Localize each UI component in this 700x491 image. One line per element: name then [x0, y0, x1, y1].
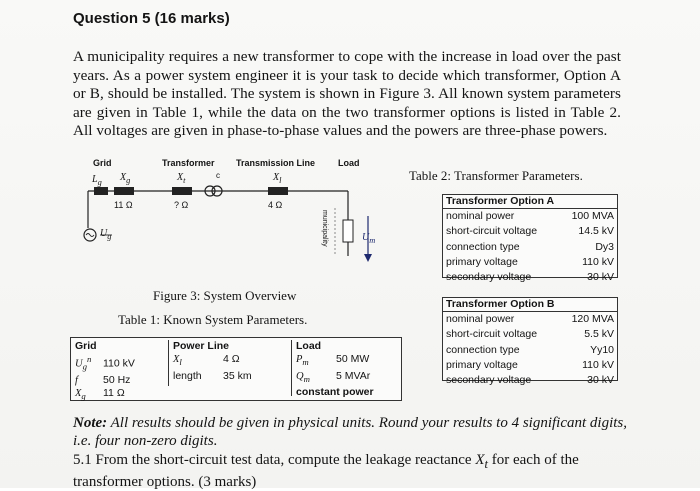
option-a-row: short-circuit voltage 14.5 kV	[446, 225, 614, 238]
table1-line	[168, 340, 293, 386]
municipality-label: municipality	[321, 210, 328, 247]
table1-line-header: Power Line	[173, 340, 230, 352]
option-a-row: connection type Dy3	[446, 240, 614, 253]
label-lg: $L_g$	[92, 174, 102, 187]
table1-caption: Table 1: Known System Parameters.	[118, 312, 308, 327]
load-box	[343, 220, 353, 242]
table1-grid-row: $U_g^n$ 110 kV	[75, 354, 135, 372]
table1-line-row: length 35 km	[173, 369, 252, 382]
q51-text-after: for each of the transformer options. (3 marks)	[73, 452, 579, 490]
label-xt: $X_t$	[177, 172, 186, 185]
impedance-line: 4 Ω	[268, 200, 283, 210]
table1-grid	[75, 340, 157, 404]
table1-load-header: Load	[296, 340, 322, 352]
label-xg: $X_g$	[120, 172, 131, 185]
option-a-row: primary voltage 110 kV	[446, 255, 614, 268]
table1-load-row: $P_m$ 50 MW	[296, 353, 370, 368]
table1	[70, 337, 402, 401]
figure-caption: Figure 3: System Overview	[153, 288, 297, 303]
table1-load-footer: constant power	[296, 385, 374, 398]
option-b-row: short-circuit voltage 5.5 kV	[446, 328, 614, 341]
question-5-1	[73, 451, 633, 491]
option-b-row: nominal power 120 MVA	[446, 313, 614, 326]
table2-option-b	[442, 297, 618, 387]
option-b-row: connection type Yy10	[446, 343, 614, 356]
option-a-table	[443, 209, 617, 285]
table1-load	[291, 340, 402, 396]
note-paragraph	[73, 414, 633, 450]
table1-grid-row: f 50 Hz	[75, 374, 131, 386]
reactance-xt	[172, 187, 192, 195]
fig-label-transformer: Transformer	[162, 158, 215, 168]
voltage-arrow	[364, 254, 372, 262]
impedance-transformer: ? Ω	[174, 200, 189, 210]
impedance-grid: 11 Ω	[114, 200, 133, 210]
table1-grid-header: Grid	[75, 340, 97, 352]
option-a-row: secondary voltage 30 kV	[446, 271, 614, 284]
question-title: Question 5 (16 marks)	[73, 10, 230, 27]
fig-label-transmission-line: Transmission Line	[236, 158, 316, 168]
q51-symbol: X	[475, 452, 485, 468]
table1-line-row: $X_l$ 4 Ω	[173, 353, 240, 368]
label-xl: $X_l$	[273, 172, 282, 185]
inductor-lg	[94, 187, 108, 195]
label-c: c	[216, 171, 220, 180]
option-b-row: secondary voltage 30 kV	[446, 374, 614, 387]
label-ug: $U_g$	[100, 228, 112, 241]
figure-3	[80, 158, 380, 290]
q51-symbol-sub: t	[484, 457, 488, 471]
q51-text-before: 5.1 From the short-circuit test data, compute the leakage reactance	[73, 452, 472, 468]
option-a-row: nominal power 100 MVA	[446, 210, 614, 223]
table2-caption: Table 2: Transformer Parameters.	[409, 168, 583, 183]
fig-label-grid: Grid	[93, 158, 112, 168]
option-a-header: Transformer Option A	[443, 195, 617, 209]
note-label: Note:	[73, 415, 108, 431]
intro-paragraph: A municipality requires a new transformer to cope with the increase in load over the past years. As a power system engineer it is your task to decide which transformer, Option A or B, should be installed. The system is shown in Figure 3. All known system parameters are given in Table 1, while the data on the two transformer options is listed in Table 2. All voltages are given in phase-to-phase values and the powers are three-phase powers.	[73, 48, 621, 140]
table2-option-a	[442, 194, 618, 284]
reactance-xg	[114, 187, 134, 195]
option-b-row: primary voltage 110 kV	[446, 358, 614, 371]
fig-label-load: Load	[338, 158, 360, 168]
label-um: $U_m$	[362, 232, 376, 245]
reactance-xl	[268, 187, 288, 195]
table1-grid-row: $X_g$ 11 Ω	[75, 387, 125, 402]
note-text: All results should be given in physical units. Round your results to 4 significant digits, i.e. four non-zero digits.	[73, 415, 628, 449]
table1-load-row: $Q_m$ 5 MVAr	[296, 369, 371, 384]
option-b-table	[443, 312, 617, 388]
option-b-header: Transformer Option B	[443, 298, 617, 312]
